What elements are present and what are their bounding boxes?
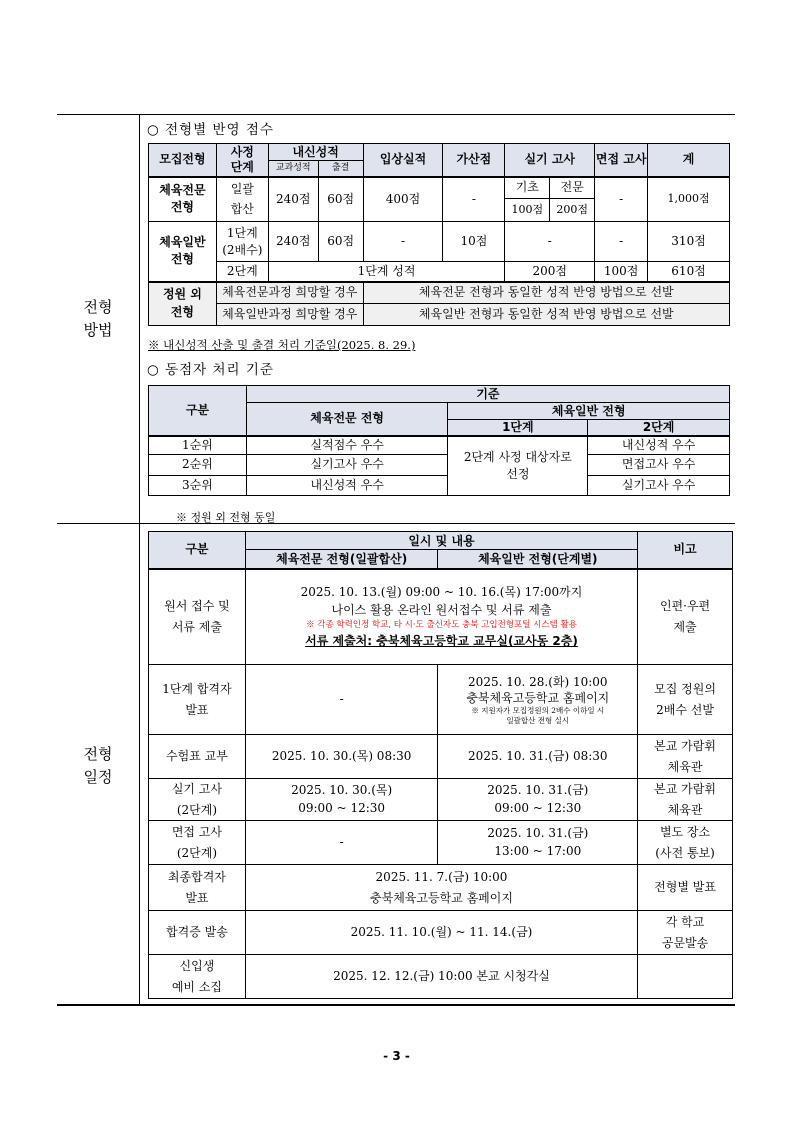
new-note: [638, 955, 733, 999]
gen-s2-practical: 200점: [505, 262, 595, 282]
ticket-label: 수험표 교부: [149, 735, 246, 779]
pro-bonus: -: [443, 177, 505, 222]
sched-header-date: 일시 및 내용: [245, 532, 637, 550]
tie-gen1-merged: 2단계 사정 대상자로 선정: [448, 436, 588, 496]
tie-note: ※ 정원 외 전형 동일: [176, 511, 276, 524]
tie-header-stage1: 1단계: [448, 420, 588, 436]
tie-rank-2: 2순위: [149, 455, 247, 476]
pro-award: 400점: [363, 177, 443, 222]
gen-stage2: 2단계: [216, 262, 268, 282]
sched-header-note: 비고: [638, 532, 733, 569]
tie-rank-3: 3순위: [149, 476, 247, 496]
apply-red-note: ※ 각종 학력인정 학교, 타 시·도 출신자도 충북 고입전형포털 시스템 활용: [306, 620, 577, 631]
tie-pro-2: 실기고사 우수: [246, 455, 448, 476]
prac-gen: 2025. 10. 31.(금) 09:00 ~ 12:30: [438, 779, 638, 821]
extra-gen-method: 체육일반 전형과 동일한 성적 반영 방법으로 선발: [363, 304, 729, 326]
header-assess: 사정 단계: [216, 144, 268, 177]
apply-bold-note: 서류 제출처: 충북체육고등학교 교무실(교사동 2층): [305, 634, 578, 649]
apply-content: 2025. 10. 13.(월) 09:00 ~ 10. 16.(목) 17:00까지 나이스 활용 온라인 원서접수 및 서류 제출 ※ 각종 학력인정 학교, 타 시·도 출신자도 충북 고입전형포털 시스템 활용 서류 제출처: 충북체육고등학교 교무실(교사동 2층): [245, 569, 637, 665]
gen-s1-subject: 240점: [268, 222, 318, 262]
score-table: [148, 143, 730, 326]
sched-header-pro: 체육전문 전형(일괄합산): [245, 550, 438, 569]
date-note: ※ 내신성적 산출 및 출결 처리 기준일(2025. 8. 29.): [148, 338, 416, 352]
section-divider: [57, 523, 735, 524]
bottom-rule: [57, 1004, 735, 1006]
final-note: 전형별 발표: [638, 865, 733, 911]
new-label: 신입생 예비 소집: [149, 955, 246, 999]
prac-pro: 2025. 10. 30.(목) 09:00 ~ 12:30: [245, 779, 438, 821]
row-pro-name: 체육전문 전형: [149, 177, 217, 222]
tie-header-pro: 체육전문 전형: [246, 403, 448, 436]
pass1-note: 모집 정원의 2배수 선발: [638, 665, 733, 735]
gen-s2-interview: 100점: [595, 262, 648, 282]
apply-note: 인편·우편 제출: [638, 569, 733, 665]
gen-stage1: 1단계 (2배수): [216, 222, 268, 262]
gen-s1-total: 310점: [648, 222, 730, 262]
tie-gen2-2: 면접고사 우수: [588, 455, 730, 476]
pro-basic: 기초: [505, 177, 550, 199]
tie-header-criteria: 기준: [246, 386, 729, 403]
new-date: 2025. 12. 12.(금) 10:00 본교 시청각실: [245, 955, 637, 999]
header-naesin: 내신성적: [268, 144, 363, 161]
int-gen: 2025. 10. 31.(금) 13:00 ~ 17:00: [438, 821, 638, 865]
gen-s1-bonus: 10점: [443, 222, 505, 262]
tie-section-title: ○ 동점자 처리 기준: [147, 362, 274, 378]
vertical-divider: [139, 114, 140, 1005]
extra-pro-method: 체육전문 전형과 동일한 성적 반영 방법으로 선발: [363, 282, 729, 304]
ticket-gen: 2025. 10. 31.(금) 08:30: [438, 735, 638, 779]
tie-pro-3: 내신성적 우수: [246, 476, 448, 496]
pro-interview: -: [595, 177, 648, 222]
gen-s2-carry: 1단계 성적: [268, 262, 505, 282]
header-total: 계: [648, 144, 730, 177]
gen-s1-interview: -: [595, 222, 648, 262]
gen-s1-practical: -: [505, 222, 595, 262]
gen-s1-award: -: [363, 222, 443, 262]
extra-pro-case: 체육전문과정 희망할 경우: [216, 282, 363, 304]
pass1-pro: -: [245, 665, 438, 735]
cert-note: 각 학교 공문발송: [638, 911, 733, 955]
gen-s1-attend: 60점: [318, 222, 363, 262]
row-gen-name: 체육일반 전형: [149, 222, 217, 282]
pro-attend: 60점: [318, 177, 363, 222]
page-number: - 3 -: [383, 1049, 410, 1063]
tie-table: [148, 385, 730, 496]
ticket-note: 본교 가람휘 체육관: [638, 735, 733, 779]
gen-s2-total: 610점: [648, 262, 730, 282]
ticket-pro: 2025. 10. 30.(목) 08:30: [245, 735, 438, 779]
section-label-schedule: 전형 일정: [83, 745, 113, 787]
final-content: 2025. 11. 7.(금) 10:00 충북체육고등학교 홈페이지: [245, 865, 637, 911]
int-label: 면접 고사 (2단계): [149, 821, 246, 865]
pro-expert-score: 200점: [550, 199, 595, 222]
tie-header-div: 구분: [149, 386, 247, 436]
pro-expert: 전문: [550, 177, 595, 199]
row-pro-stage: 일괄 합산: [216, 177, 268, 222]
tie-gen2-3: 실기고사 우수: [588, 476, 730, 496]
tie-header-stage2: 2단계: [588, 420, 730, 436]
pass1-gen: 2025. 10. 28.(화) 10:00 충북체육고등학교 홈페이지 ※ 지원자가 모집정원의 2배수 이하일 시 일괄합산 전형 실시: [438, 665, 638, 735]
prac-note: 본교 가람휘 체육관: [638, 779, 733, 821]
schedule-table: [148, 531, 733, 999]
header-attend: 출결: [318, 161, 363, 177]
prac-label: 실기 고사 (2단계): [149, 779, 246, 821]
extra-gen-case: 체육일반과정 희망할 경우: [216, 304, 363, 326]
row-extra-name: 정원 외 전형: [149, 282, 217, 326]
header-subject: 교과성적: [268, 161, 318, 177]
cert-date: 2025. 11. 10.(월) ~ 11. 14.(금): [245, 911, 637, 955]
header-award: 입상실적: [363, 144, 443, 177]
cert-label: 합격증 발송: [149, 911, 246, 955]
pro-basic-score: 100점: [505, 199, 550, 222]
pro-subject: 240점: [268, 177, 318, 222]
final-label: 최종합격자 발표: [149, 865, 246, 911]
sched-header-div: 구분: [149, 532, 246, 569]
pro-total: 1,000점: [648, 177, 730, 222]
score-section-title: ○ 전형별 반영 점수: [147, 122, 274, 138]
sched-header-gen: 체육일반 전형(단계별): [438, 550, 638, 569]
top-rule: [57, 114, 735, 115]
header-bonus: 가산점: [443, 144, 505, 177]
header-interview: 면접 고사: [595, 144, 648, 177]
pass1-label: 1단계 합격자 발표: [149, 665, 246, 735]
apply-label: 원서 접수 및 서류 제출: [149, 569, 246, 665]
tie-pro-1: 실적점수 우수: [246, 436, 448, 455]
header-type: 모집전형: [149, 144, 217, 177]
section-label-method: 전형 방법: [83, 298, 113, 340]
header-practical: 실기 고사: [505, 144, 595, 177]
int-note: 별도 장소 (사전 통보): [638, 821, 733, 865]
tie-header-gen: 체육일반 전형: [448, 403, 730, 420]
tie-gen2-1: 내신성적 우수: [588, 436, 730, 455]
tie-rank-1: 1순위: [149, 436, 247, 455]
int-pro: -: [245, 821, 438, 865]
